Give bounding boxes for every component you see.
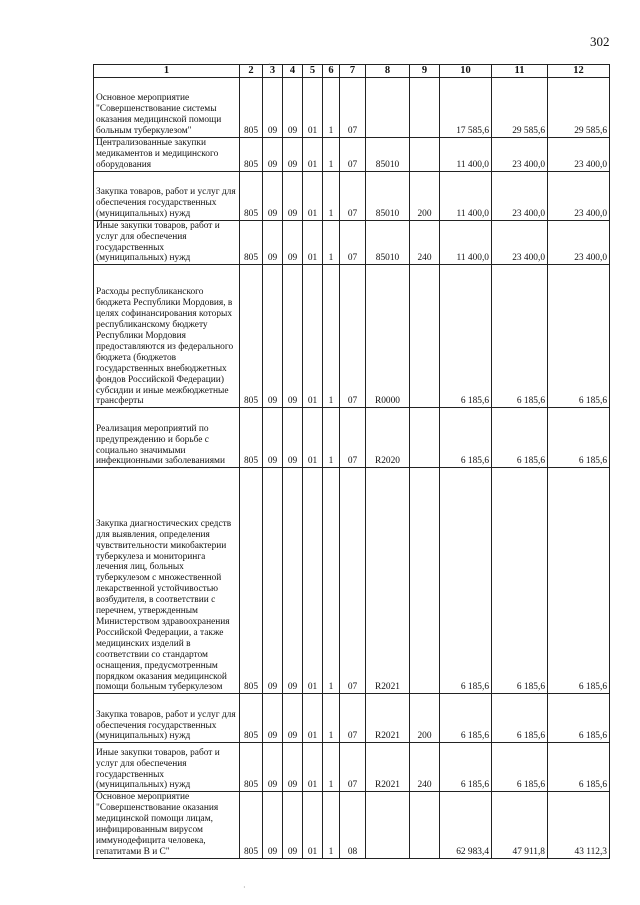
code-cell-2: 805 <box>240 138 263 172</box>
row-name-cell: Закупка диагностических средств для выявления, определения чувствительности микобактерии туберкулеза и мониторинга лечения лиц, больных туберкулезом с множественной лекарственной устойчивостью возбудителя, в соответствии с перечнем, утвержденным Министерством здравоохранения Российской Федерации, а также медицинских изделий в соответствии со стандартом оснащения, предусмотренным порядком оказания медицинской помощи больным туберкулезом <box>94 468 240 694</box>
code-cell-6: 1 <box>323 468 340 694</box>
table-row <box>94 220 610 265</box>
code-cell-8: R2021 <box>366 468 410 694</box>
code-cell-7: 07 <box>340 468 366 694</box>
amount-cell-12: 23 400,0 <box>548 220 610 265</box>
code-cell-3: 09 <box>263 792 283 858</box>
code-cell-7: 07 <box>340 171 366 220</box>
column-header: 11 <box>492 65 548 78</box>
scan-speck: · <box>243 883 246 892</box>
code-cell-7: 07 <box>340 265 366 408</box>
code-cell-7: 07 <box>340 138 366 172</box>
code-cell-4: 09 <box>283 138 303 172</box>
code-cell-6: 1 <box>323 792 340 858</box>
code-cell-2: 805 <box>240 265 263 408</box>
code-cell-2: 805 <box>240 743 263 792</box>
code-cell-6: 1 <box>323 171 340 220</box>
code-cell-2: 805 <box>240 792 263 858</box>
column-header: 1 <box>94 65 240 78</box>
amount-cell-12: 23 400,0 <box>548 171 610 220</box>
row-name-cell: Реализация мероприятий по предупреждению и борьбе с социально значимыми инфекционными заболеваниями <box>94 408 240 468</box>
code-cell-3: 09 <box>263 220 283 265</box>
column-header: 7 <box>340 65 366 78</box>
column-header: 10 <box>440 65 492 78</box>
code-cell-9 <box>410 792 440 858</box>
code-cell-6: 1 <box>323 220 340 265</box>
code-cell-3: 09 <box>263 743 283 792</box>
code-cell-4: 09 <box>283 265 303 408</box>
code-cell-8: R2021 <box>366 694 410 743</box>
code-cell-8: R0000 <box>366 265 410 408</box>
column-header: 6 <box>323 65 340 78</box>
code-cell-4: 09 <box>283 78 303 138</box>
code-cell-7: 08 <box>340 792 366 858</box>
amount-cell-12: 6 185,6 <box>548 265 610 408</box>
column-header: 8 <box>366 65 410 78</box>
amount-cell-11: 23 400,0 <box>492 220 548 265</box>
code-cell-3: 09 <box>263 171 283 220</box>
table-row <box>94 138 610 172</box>
code-cell-9: 200 <box>410 694 440 743</box>
row-name-cell: Централизованные закупки медикаментов и медицинского оборудования <box>94 138 240 172</box>
code-cell-5: 01 <box>303 220 323 265</box>
code-cell-5: 01 <box>303 792 323 858</box>
code-cell-5: 01 <box>303 468 323 694</box>
amount-cell-10: 6 185,6 <box>440 408 492 468</box>
code-cell-8 <box>366 78 410 138</box>
code-cell-7: 07 <box>340 78 366 138</box>
code-cell-4: 09 <box>283 220 303 265</box>
column-header: 5 <box>303 65 323 78</box>
code-cell-7: 07 <box>340 694 366 743</box>
scan-speck: · <box>268 60 271 69</box>
column-header: 12 <box>548 65 610 78</box>
table-row <box>94 694 610 743</box>
code-cell-6: 1 <box>323 138 340 172</box>
code-cell-2: 805 <box>240 468 263 694</box>
amount-cell-10: 6 185,6 <box>440 265 492 408</box>
amount-cell-11: 23 400,0 <box>492 171 548 220</box>
code-cell-8: R2021 <box>366 743 410 792</box>
code-cell-7: 07 <box>340 743 366 792</box>
code-cell-4: 09 <box>283 792 303 858</box>
amount-cell-10: 11 400,0 <box>440 171 492 220</box>
table-row <box>94 468 610 694</box>
amount-cell-10: 62 983,4 <box>440 792 492 858</box>
code-cell-3: 09 <box>263 694 283 743</box>
code-cell-3: 09 <box>263 138 283 172</box>
code-cell-4: 09 <box>283 743 303 792</box>
table-row <box>94 743 610 792</box>
column-header: 2 <box>240 65 263 78</box>
code-cell-8: 85010 <box>366 138 410 172</box>
code-cell-5: 01 <box>303 138 323 172</box>
code-cell-4: 09 <box>283 408 303 468</box>
amount-cell-11: 6 185,6 <box>492 468 548 694</box>
table-row <box>94 408 610 468</box>
amount-cell-11: 6 185,6 <box>492 265 548 408</box>
row-name-cell: Закупка товаров, работ и услуг для обеспечения государственных (муниципальных) нужд <box>94 171 240 220</box>
code-cell-4: 09 <box>283 694 303 743</box>
table-row <box>94 265 610 408</box>
code-cell-5: 01 <box>303 265 323 408</box>
table-body <box>94 78 610 859</box>
code-cell-6: 1 <box>323 408 340 468</box>
column-header: 4 <box>283 65 303 78</box>
code-cell-7: 07 <box>340 408 366 468</box>
table-row <box>94 171 610 220</box>
code-cell-8: R2020 <box>366 408 410 468</box>
column-header: 9 <box>410 65 440 78</box>
row-name-cell: Иные закупки товаров, работ и услуг для обеспечения государственных (муниципальных) нужд <box>94 743 240 792</box>
code-cell-5: 01 <box>303 78 323 138</box>
code-cell-2: 805 <box>240 694 263 743</box>
amount-cell-11: 29 585,6 <box>492 78 548 138</box>
amount-cell-12: 6 185,6 <box>548 694 610 743</box>
code-cell-9: 240 <box>410 743 440 792</box>
amount-cell-10: 11 400,0 <box>440 138 492 172</box>
code-cell-4: 09 <box>283 468 303 694</box>
amount-cell-11: 23 400,0 <box>492 138 548 172</box>
code-cell-9 <box>410 138 440 172</box>
code-cell-6: 1 <box>323 78 340 138</box>
code-cell-9: 240 <box>410 220 440 265</box>
code-cell-5: 01 <box>303 743 323 792</box>
code-cell-5: 01 <box>303 408 323 468</box>
code-cell-6: 1 <box>323 743 340 792</box>
table-row <box>94 78 610 138</box>
page-number: 302 <box>590 34 610 49</box>
amount-cell-12: 23 400,0 <box>548 138 610 172</box>
code-cell-8 <box>366 792 410 858</box>
amount-cell-11: 6 185,6 <box>492 694 548 743</box>
code-cell-3: 09 <box>263 78 283 138</box>
budget-table <box>93 64 610 859</box>
code-cell-5: 01 <box>303 171 323 220</box>
code-cell-2: 805 <box>240 171 263 220</box>
amount-cell-11: 6 185,6 <box>492 408 548 468</box>
amount-cell-11: 47 911,8 <box>492 792 548 858</box>
amount-cell-10: 6 185,6 <box>440 694 492 743</box>
code-cell-3: 09 <box>263 468 283 694</box>
code-cell-9 <box>410 78 440 138</box>
code-cell-3: 09 <box>263 408 283 468</box>
row-name-cell: Закупка товаров, работ и услуг для обеспечения государственных (муниципальных) нужд <box>94 694 240 743</box>
column-header: 3 <box>263 65 283 78</box>
amount-cell-10: 6 185,6 <box>440 743 492 792</box>
code-cell-2: 805 <box>240 408 263 468</box>
code-cell-4: 09 <box>283 171 303 220</box>
amount-cell-12: 6 185,6 <box>548 743 610 792</box>
code-cell-9 <box>410 265 440 408</box>
code-cell-8: 85010 <box>366 171 410 220</box>
code-cell-9 <box>410 408 440 468</box>
code-cell-6: 1 <box>323 265 340 408</box>
row-name-cell: Иные закупки товаров, работ и услуг для обеспечения государственных (муниципальных) нужд <box>94 220 240 265</box>
code-cell-8: 85010 <box>366 220 410 265</box>
amount-cell-10: 6 185,6 <box>440 468 492 694</box>
amount-cell-10: 17 585,6 <box>440 78 492 138</box>
code-cell-9 <box>410 468 440 694</box>
code-cell-2: 805 <box>240 78 263 138</box>
header-row <box>94 65 610 78</box>
code-cell-3: 09 <box>263 265 283 408</box>
code-cell-7: 07 <box>340 220 366 265</box>
code-cell-9: 200 <box>410 171 440 220</box>
amount-cell-12: 29 585,6 <box>548 78 610 138</box>
row-name-cell: Основное мероприятие "Совершенствование оказания медицинской помощи лицам, инфицированным вирусом иммунодефицита человека, гепатитами В и С" <box>94 792 240 858</box>
amount-cell-12: 6 185,6 <box>548 408 610 468</box>
amount-cell-12: 6 185,6 <box>548 468 610 694</box>
code-cell-6: 1 <box>323 694 340 743</box>
amount-cell-10: 11 400,0 <box>440 220 492 265</box>
table-row <box>94 792 610 858</box>
row-name-cell: Основное мероприятие "Совершенствование системы оказания медицинской помощи больным туберкулезом" <box>94 78 240 138</box>
code-cell-2: 805 <box>240 220 263 265</box>
amount-cell-11: 6 185,6 <box>492 743 548 792</box>
row-name-cell: Расходы республиканского бюджета Республики Мордовия, в целях софинансирования которых республиканскому бюджету Республики Мордовия предоставляются из федерального бюджета (бюджетов государственных внебюджетных фондов Российской Федерации) субсидии и иные межбюджетные трансферты <box>94 265 240 408</box>
amount-cell-12: 43 112,3 <box>548 792 610 858</box>
code-cell-5: 01 <box>303 694 323 743</box>
